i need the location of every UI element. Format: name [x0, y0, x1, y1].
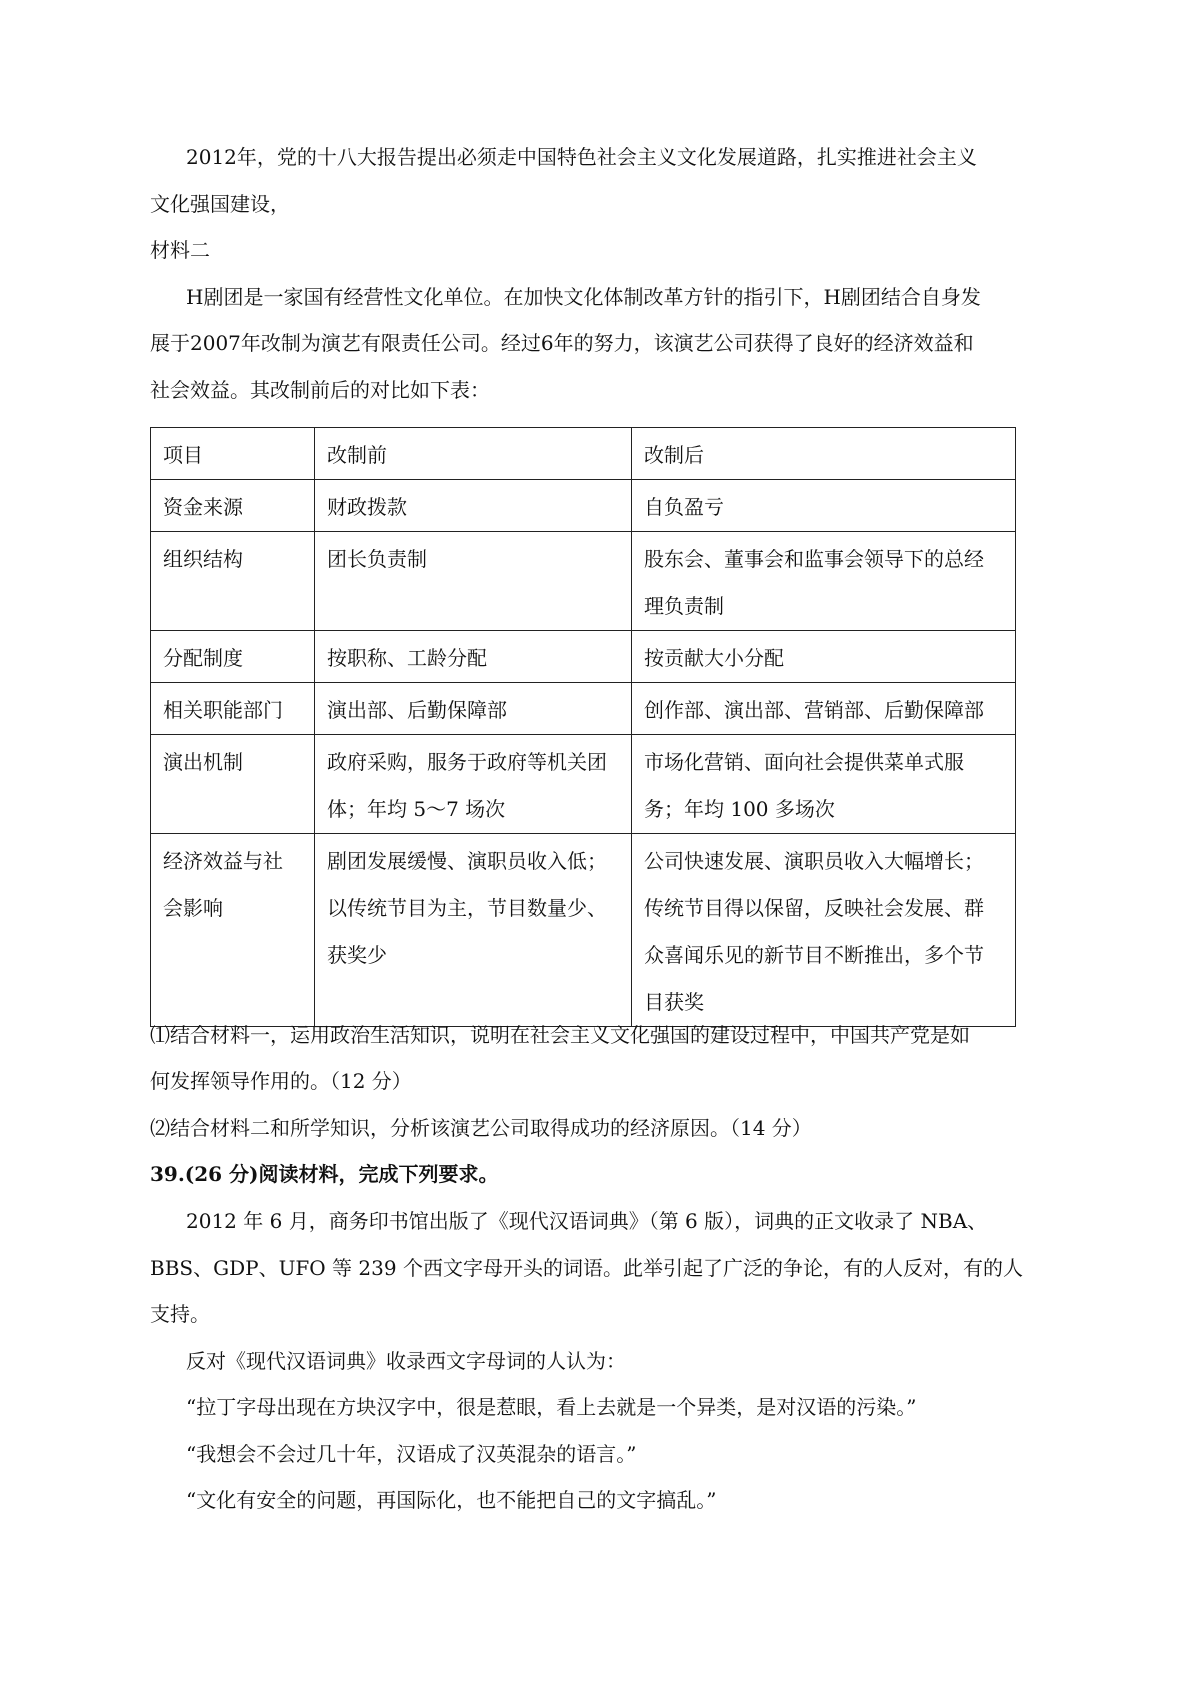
table-cell-after: 自负盈亏: [632, 480, 1016, 532]
table-header-cell: 改制前: [315, 428, 632, 480]
table-cell-before: 剧团发展缓慢、演职员收入低；以传统节目为主，节目数量少、获奖少: [315, 834, 632, 1027]
table-cell-after: 创作部、演出部、营销部、后勤保障部: [632, 683, 1016, 735]
table-cell-after: 公司快速发展、演职员收入大幅增长；传统节目得以保留，反映社会发展、群众喜闻乐见的新节目不断推出，多个节目获奖: [632, 834, 1016, 1027]
table-cell-item: 资金来源: [151, 480, 315, 532]
table-cell-item: 分配制度: [151, 631, 315, 683]
table-header-cell: 改制后: [632, 428, 1016, 480]
material2-paragraph-line-3: 社会效益。其改制前后的对比如下表：: [150, 378, 490, 402]
table-cell-item: 组织结构: [151, 532, 315, 631]
q39-paragraph-2: 反对《现代汉语词典》收录西文字母词的人认为：: [186, 1349, 626, 1373]
question-1-line-1: ⑴结合材料一，运用政治生活知识，说明在社会主义文化强国的建设过程中，中国共产党是如: [150, 1023, 970, 1047]
table-cell-after: 按贡献大小分配: [632, 631, 1016, 683]
q39-paragraph-line-3: 支持。: [150, 1302, 210, 1326]
intro-line-1: 2012年，党的十八大报告提出必须走中国特色社会主义文化发展道路，扎实推进社会主义: [186, 145, 977, 169]
table-row: [151, 631, 1016, 683]
question-1-line-2: 何发挥领导作用的。（12 分）: [150, 1069, 412, 1093]
q39-quote-1: “拉丁字母出现在方块汉字中，很是惹眼，看上去就是一个异类，是对汉语的污染。”: [186, 1395, 917, 1419]
intro-line-2: 文化强国建设，: [150, 192, 290, 216]
table-row: [151, 735, 1016, 834]
q39-paragraph-line-2: BBS、GDP、UFO 等 239 个西文字母开头的词语。此举引起了广泛的争论，有的人反对，有的人: [150, 1256, 1023, 1280]
table-header-row: [151, 428, 1016, 480]
table-cell-item: 演出机制: [151, 735, 315, 834]
table-cell-before: 政府采购，服务于政府等机关团体；年均 5～7 场次: [315, 735, 632, 834]
q39-quote-3: “文化有安全的问题，再国际化，也不能把自己的文字搞乱。”: [186, 1488, 717, 1512]
table-cell-before: 团长负责制: [315, 532, 632, 631]
table-cell-item: 经济效益与社会影响: [151, 834, 315, 1027]
table-row: [151, 532, 1016, 631]
comparison-table: [150, 427, 1016, 1027]
table-header-cell: 项目: [151, 428, 315, 480]
material2-heading: 材料二: [150, 238, 210, 262]
material2-paragraph-line-2: 展于2007年改制为演艺有限责任公司。经过6年的努力，该演艺公司获得了良好的经济效益和: [150, 331, 974, 355]
table-cell-after: 股东会、董事会和监事会领导下的总经理负责制: [632, 532, 1016, 631]
q39-paragraph-line-1: 2012 年 6 月，商务印书馆出版了《现代汉语词典》（第 6 版），词典的正文收录了 NBA、: [186, 1209, 988, 1233]
q39-quote-2: “我想会不会过几十年，汉语成了汉英混杂的语言。”: [186, 1442, 637, 1466]
table-cell-before: 演出部、后勤保障部: [315, 683, 632, 735]
table-cell-before: 按职称、工龄分配: [315, 631, 632, 683]
table-row: [151, 480, 1016, 532]
table-row: [151, 834, 1016, 1027]
table-cell-item: 相关职能部门: [151, 683, 315, 735]
table-cell-after: 市场化营销、面向社会提供菜单式服务；年均 100 多场次: [632, 735, 1016, 834]
question-2: ⑵结合材料二和所学知识，分析该演艺公司取得成功的经济原因。（14 分）: [150, 1116, 812, 1140]
q39-title: 39.(26 分)阅读材料，完成下列要求。: [150, 1162, 499, 1186]
material2-paragraph-line-1: H剧团是一家国有经营性文化单位。在加快文化体制改革方针的指引下，H剧团结合自身发: [186, 285, 981, 309]
table-row: [151, 683, 1016, 735]
table-cell-before: 财政拨款: [315, 480, 632, 532]
